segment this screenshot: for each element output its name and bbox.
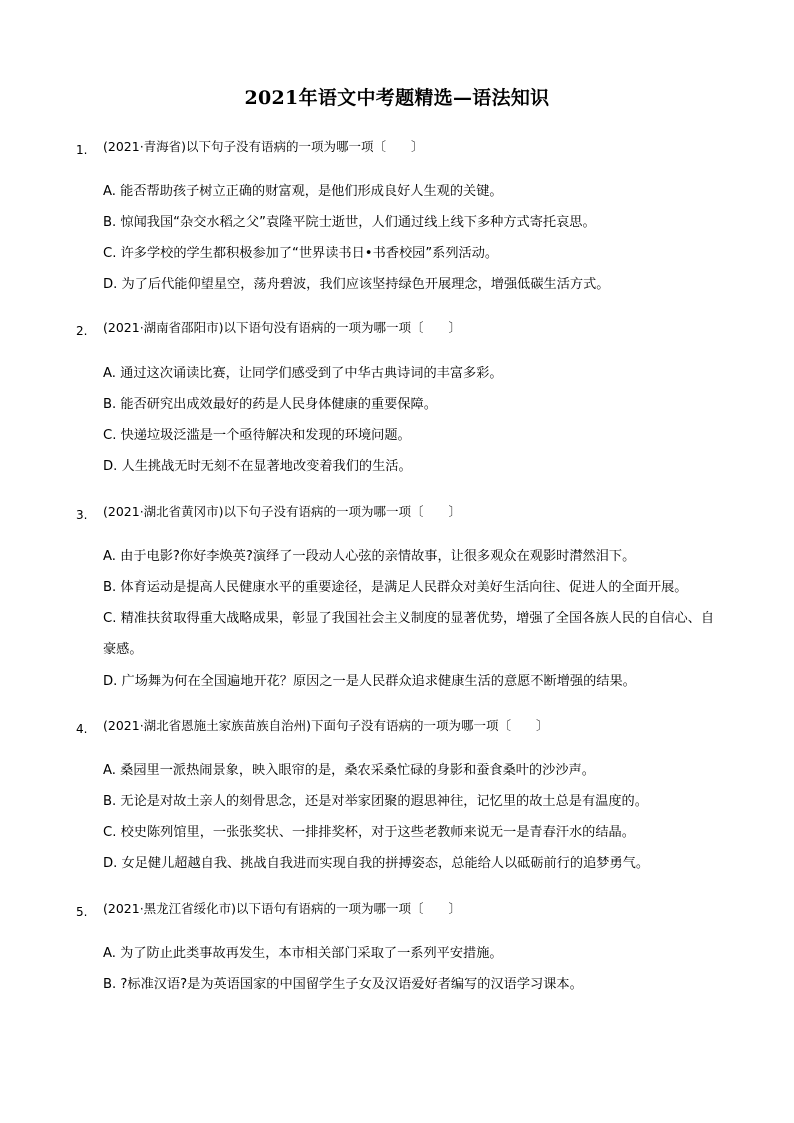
option-c: C. 快递垃圾泛滥是一个亟待解决和发现的环境问题。	[103, 428, 411, 443]
question-stem: (2021·湖北省恩施土家族苗族自治州)下面句子没有语病的一项为哪一项〔 〕	[103, 718, 549, 733]
option-a: A. 能否帮助孩子树立正确的财富观，是他们形成良好人生观的关键。	[103, 184, 503, 199]
question-number: 4.	[76, 722, 88, 736]
option-b: B. ?标准汉语?是为英语国家的中国留学生子女及汉语爱好者编写的汉语学习课本。	[103, 977, 583, 992]
option-a: A. 桑园里一派热闹景象，映入眼帘的是，桑农采桑忙碌的身影和蚕食桑叶的沙沙声。	[103, 763, 595, 778]
option-d: D. 为了后代能仰望星空，荡舟碧波，我们应该坚持绿色开展理念，增强低碳生活方式。	[103, 277, 610, 292]
option-d: D. 人生挑战无时无刻不在显著地改变着我们的生活。	[103, 459, 412, 474]
question-number: 1.	[76, 143, 88, 157]
option-b: B. 惊闻我国“杂交水稻之父”袁隆平院士逝世，人们通过线上线下多种方式寄托哀思。	[103, 215, 596, 230]
option-a: A. 由于电影?你好李焕英?演绎了一段动人心弦的亲情故事，让很多观众在观影时潸然泪下。	[103, 549, 636, 564]
option-a: A. 为了防止此类事故再发生，本市相关部门采取了一系列平安措施。	[103, 946, 503, 961]
document-title: 2021年语文中考题精选—语法知识	[244, 87, 550, 109]
question-stem: (2021·湖南省邵阳市)以下语句没有语病的一项为哪一项〔 〕	[103, 320, 462, 335]
question-number: 2.	[76, 324, 88, 338]
option-b: B. 能否研究出成效最好的药是人民身体健康的重要保障。	[103, 397, 437, 412]
option-c: C. 精准扶贫取得重大战略成果，彰显了我国社会主义制度的显著优势，增强了全国各族人民的自信心、自豪感。	[103, 611, 715, 657]
option-c: C. 许多学校的学生都积极参加了“世界读书日•书香校园”系列活动。	[103, 246, 499, 261]
question-number: 5.	[76, 905, 88, 919]
question-stem: (2021·湖北省黄冈市)以下句子没有语病的一项为哪一项〔 〕	[103, 504, 462, 519]
option-d: D. 女足健儿超越自我、挑战自我进而实现自我的拼搏姿态，总能给人以砥砺前行的追梦勇气。	[103, 856, 650, 871]
option-d: D. 广场舞为何在全国遍地开花？原因之一是人民群众追求健康生活的意愿不断增强的结果。	[103, 674, 636, 689]
question-stem: (2021·青海省)以下句子没有语病的一项为哪一项〔 〕	[103, 139, 424, 154]
option-b: B. 体育运动是提高人民健康水平的重要途径，是满足人民群众对美好生活向往、促进人的全面开展。	[103, 580, 688, 595]
question-number: 3.	[76, 508, 88, 522]
option-a: A. 通过这次诵读比赛，让同学们感受到了中华古典诗词的丰富多彩。	[103, 366, 503, 381]
option-c: C. 校史陈列馆里，一张张奖状、一排排奖杯，对于这些老教师来说无一是青春汗水的结晶。	[103, 825, 635, 840]
question-stem: (2021·黑龙江省绥化市)以下语句有语病的一项为哪一项〔 〕	[103, 901, 462, 916]
option-b: B. 无论是对故土亲人的刻骨思念，还是对举家团聚的遐思神往，记忆里的故土总是有温度的。	[103, 794, 648, 809]
